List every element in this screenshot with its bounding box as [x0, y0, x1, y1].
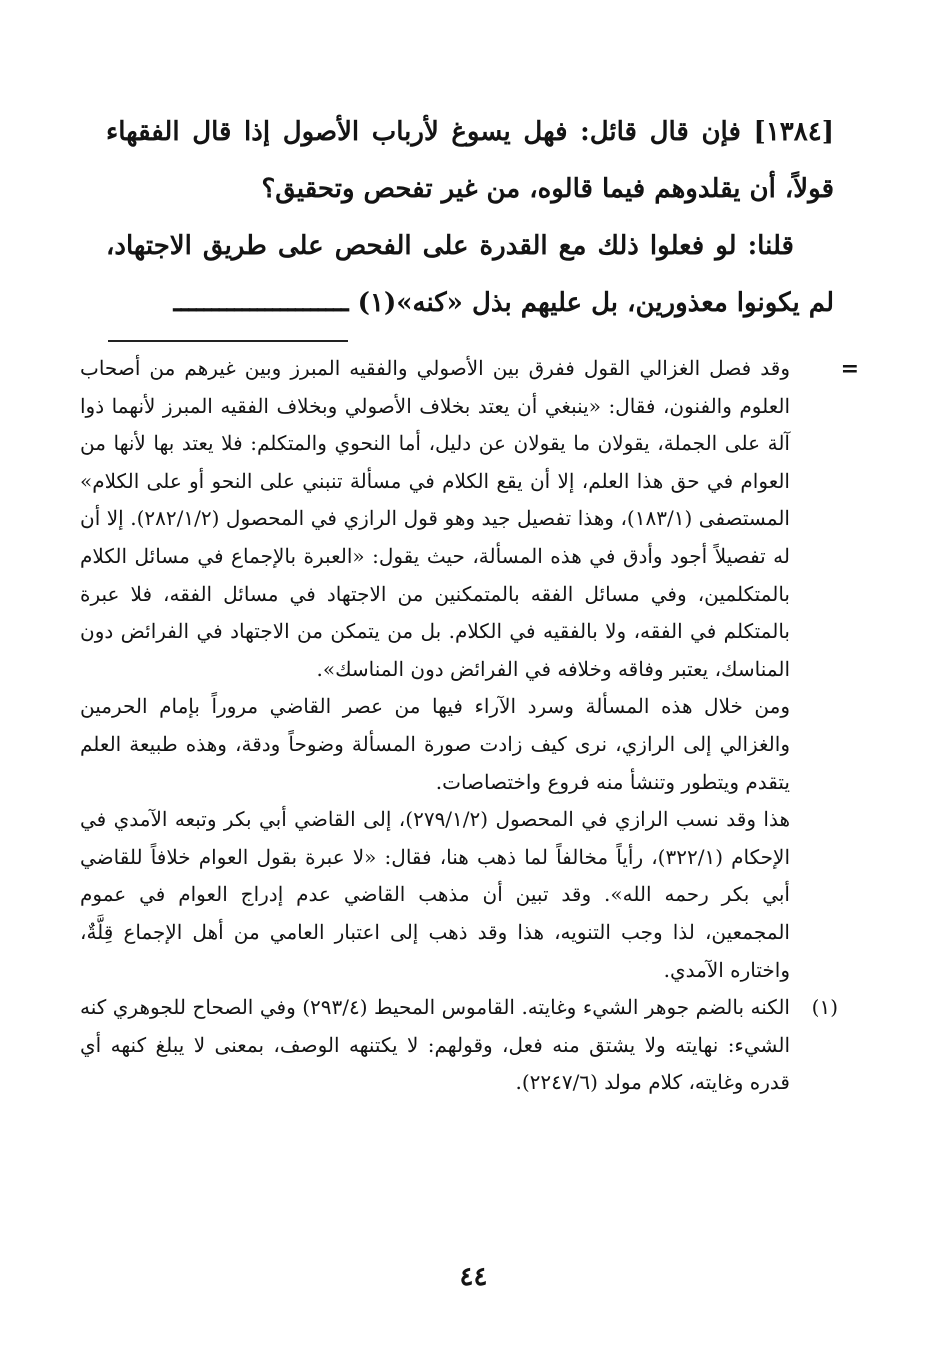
- footnote-continued-paragraph-1: وقد فصل الغزالي القول ففرق بين الأصولي والفقيه المبرز وبين غيرهم من أصحاب العلوم والفنون، فقال: «ينبغي أن يعتد بخلاف الأصولي وبخلاف الفقيه المبرز لأنهما ذوا آلة على الجملة، يقولان ما يقولان عن دليل، أما النحوي والمتكلم: فلا يعتد بها لأنها من العوام في حق هذا العلم، إلا أن يقع الكلام في مسألة تنبني على النحو أو على الكلام» المستصفى (١٨٣/١)، وهذا تفصيل جيد وهو قول الرازي في المحصول (٢٨٢/١/٢). إلا أن له تفصيلاً أجود وأدق في هذه المسألة، حيث يقول: «العبرة بالإجماع في مسائل الكلام بالمتكلمين، وفي مسائل الفقه بالمتمكنين من الاجتهاد في مسائل الفقه، فلا عبرة بالمتكلم في الفقه، ولا بالفقيه في الكلام. بل من يتمكن من الاجتهاد في الفرائض دون المناسك، يعتبر وفاقه وخلافه في الفرائض دون المناسك».: [80, 356, 790, 681]
- footnote-1: [80, 989, 838, 1102]
- page-number: ٤٤: [459, 1262, 488, 1292]
- footnote-1-text: الكنه بالضم جوهر الشيء وغايته. القاموس المحيط (٢٩٣/٤) وفي الصحاح للجوهري كنه الشيء: نهايته ولا يشتق منه فعل، وقولهم: لا يكتنهه الوصف، بمعنى لا يبلغ كنهه أي قدره وغايته، كلام مولد (٢٢٤٧/٦).: [80, 995, 790, 1095]
- footnote-separator: [108, 340, 348, 342]
- main-text: [106, 104, 834, 332]
- main-paragraph-2: قلنا: لو فعلوا ذلك مع القدرة على الفحص على طريق الاجتهاد، لم يكونوا معذورين، بل عليهم بذل «كنه»(١) ـــــــــــــــــــــــ: [106, 231, 834, 318]
- footnote-continuation-mark: =: [840, 356, 859, 382]
- footnote-continued-paragraph-2: ومن خلال هذه المسألة وسرد الآراء فيها من عصر القاضي مروراً بإمام الحرمين والغزالي إلى الرازي، نرى كيف زادت صورة المسألة وضوحاً ودقة، وهذه طبيعة العلم يتقدم ويتطور وتنشأ منه فروع واختصاصات.: [80, 694, 790, 794]
- main-paragraph-1: [١٣٨٤] فإن قال قائل: فهل يسوغ لأرباب الأصول إذا قال الفقهاء قولاً، أن يقلدوهم فيما قالوه، من غير تفحص وتحقيق؟: [106, 117, 834, 204]
- footnote-continued-paragraph-3: هذا وقد نسب الرازي في المحصول (٢٧٩/١/٢)، إلى القاضي أبي بكر وتبعه الآمدي في الإحكام (٣٢٢/١)، رأياً مخالفاً لما ذهب هنا، فقال: «لا عبرة بقول العوام خلافاً للقاضي أبي بكر رحمه الله». وقد تبين أن مذهب القاضي عدم إدراج العوام في عموم المجمعين، لذا وجب التنويه، هذا وقد ذهب إلى اعتبار العامي من أهل الإجماع قِلَّةٌ، واختاره الآمدي.: [80, 807, 790, 982]
- footnotes-section: [80, 350, 838, 1102]
- footnote-1-number: (١): [811, 995, 838, 1020]
